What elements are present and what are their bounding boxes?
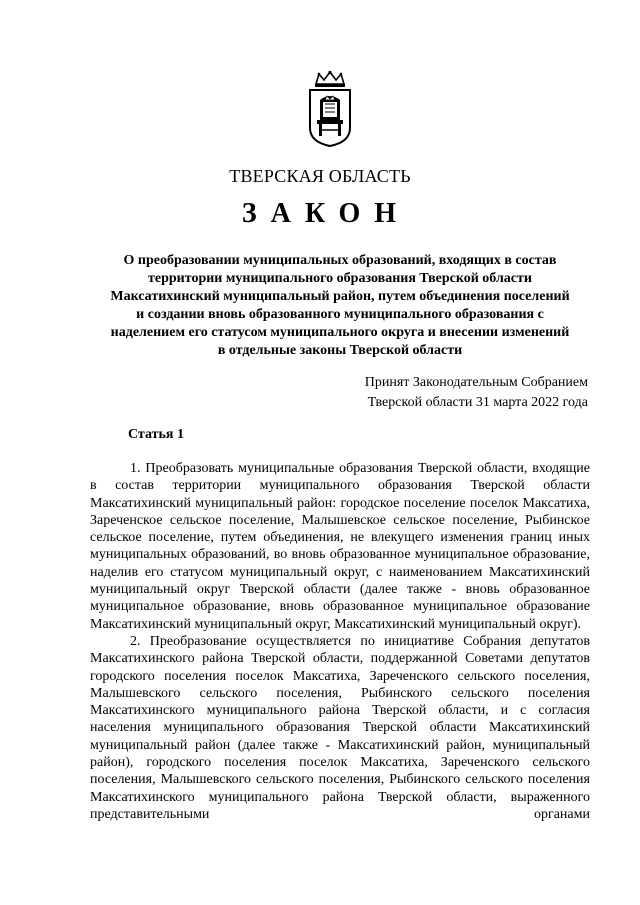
- article-paragraph: 1. Преобразовать муниципальные образования Тверской области, входящие в состав территории муниципального образования Тверской области Максатихинский муниципальный район: городское поселение поселок Максатиха, Зареченское сельское поселение, Малышевское сельское поселение, Рыбинское сельское поселение, путем объединения, не влекущего изменения границ иных муниципальных образований, во вновь образованное муниципальное образование, наделив его статусом муниципальный округ, с наименованием Максатихинский муниципальный округ Тверской области (далее также - вновь образованное муниципальное образование, вновь образованное муниципальное образование Максатихинский муниципальный округ, Максатихинский муниципальный округ).: [90, 461, 590, 632]
- law-title-line: наделением его статусом муниципального округа и внесении изменений: [110, 325, 570, 340]
- adoption-note: [365, 373, 588, 413]
- law-title-line: О преобразовании муниципальных образований, входящих в состав: [123, 253, 557, 268]
- article-heading: Статья 1: [128, 427, 184, 442]
- law-title-line: Максатихинский муниципальный район, путем объединения поселений: [110, 289, 570, 304]
- adoption-line: Принят Законодательным Собранием: [364, 375, 588, 390]
- article-paragraph: 2. Преобразование осуществляется по инициативе Собрания депутатов Максатихинского района Тверской области, поддержанной Советами депутатов городского поселения поселок Максатиха, Зареченского сельского поселения, Малышевского сельского поселения, Рыбинского сельского поселения Максатихинского муниципального района Тверской области, и с согласия населения муниципального образования Тверской области Максатихинский муниципальный район (далее также - Максатихинский район, муниципальный район), городского поселения поселок Максатиха, Зареченского сельского поселения, Малышевского сельского поселения, Рыбинского сельского поселения Максатихинского муниципального района Тверской области, выраженного представительными органами: [90, 633, 590, 822]
- coat-of-arms-emblem: [306, 70, 354, 148]
- law-title-line: в отдельные законы Тверской области: [217, 343, 463, 358]
- law-title: [88, 252, 592, 360]
- document-type: ЗАКОН: [241, 198, 411, 229]
- adoption-line: Тверской области 31 марта 2022 года: [367, 395, 588, 410]
- region-name: ТВЕРСКАЯ ОБЛАСТЬ: [229, 166, 411, 186]
- article-body: [90, 460, 590, 823]
- law-title-line: и создании вновь образованного муниципального образования с: [136, 307, 544, 322]
- law-title-line: территории муниципального образования Тверской области: [148, 271, 532, 286]
